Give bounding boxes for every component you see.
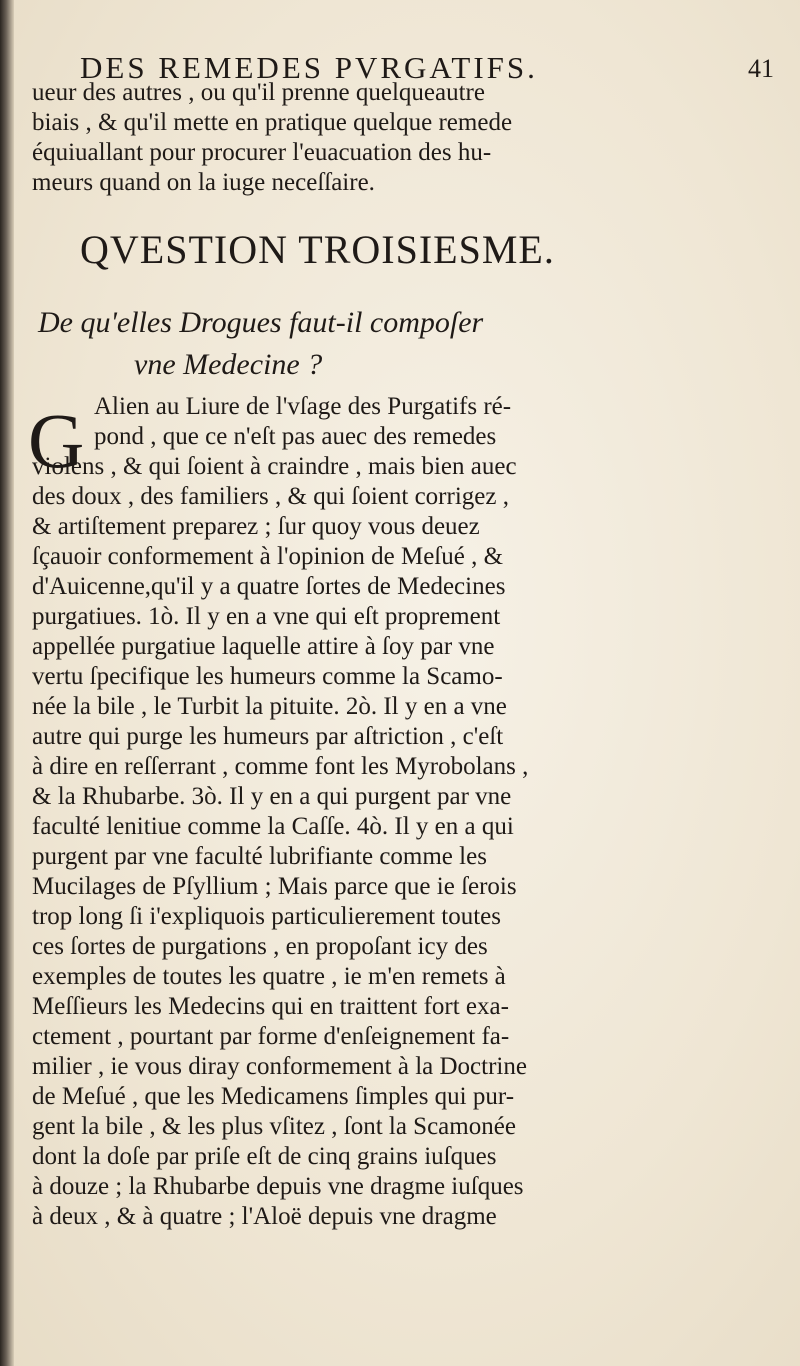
text-line: & la Rhubarbe. 3ò. Il y en a qui purgent par vne [32,783,512,810]
text-line: dont la doſe par priſe eſt de cinq grains iuſques [32,1143,497,1170]
text-line: ctement , pourtant par forme d'enſeignement fa- [32,1023,510,1050]
drop-cap: G [28,397,85,484]
text-line: & artiſtement preparez ; ſur quoy vous deuez [32,513,480,540]
text-line: violens , & qui ſoient à craindre , mais bien auec [32,453,517,480]
text-line: à dire en reſſerrant , comme font les Myrobolans , [32,753,529,780]
text-line: appellée purgatiue laquelle attire à ſoy par vne [32,633,495,660]
text-line: de Meſué , que les Medicamens ſimples qui pur- [32,1083,515,1110]
text-line: ueur des autres , ou qu'il prenne quelqueautre [32,79,485,106]
main-paragraph [32,392,632,1232]
running-head: DES REMEDES PVRGATIFS. [80,50,538,85]
text-line: ſçauoir conformement à l'opinion de Meſué , & [32,543,504,570]
text-line: biais , & qu'il mette en pratique quelque remede [32,109,513,136]
question-line: vne Medecine ? [134,348,323,381]
text-line: ces ſortes de purgations , en propoſant icy des [32,933,488,960]
text-line: à douze ; la Rhubarbe depuis vne dragme iuſques [32,1173,524,1200]
text-line: à deux , & à quatre ; l'Aloë depuis vne dragme [32,1203,497,1230]
text-line: meurs quand on la iuge neceſſaire. [32,169,375,196]
text-line: équiuallant pour procurer l'euacuation des hu- [32,139,492,166]
text-line: Meſſieurs les Medecins qui en traittent fort exa- [32,993,509,1020]
page-binding-edge [0,0,14,1366]
section-question [38,302,618,386]
text-line: Alien au Liure de l'vſage des Purgatifs ré- [94,393,512,420]
text-line: purgent par vne faculté lubrifiante comme les [32,843,487,870]
text-line: des doux , des familiers , & qui ſoient corrigez , [32,483,509,510]
section-heading: QVESTION TROISIESME. [80,227,555,272]
text-line: Mucilages de Pſyllium ; Mais parce que ie ſerois [32,873,517,900]
text-line: gent la bile , & les plus vſitez , ſont la Scamonée [32,1113,516,1140]
text-line: faculté lenitiue comme la Caſſe. 4ò. Il y en a qui [32,813,514,840]
continued-paragraph [32,78,632,198]
text-line: vertu ſpecifique les humeurs comme la Scamo- [32,663,503,690]
text-line: pond , que ce n'eſt pas auec des remedes [94,423,497,450]
page-number: 41 [748,54,774,83]
question-line: De qu'elles Drogues faut-il compoſer [38,306,484,339]
text-line: purgatiues. 1ò. Il y en a vne qui eſt proprement [32,603,501,630]
text-line: autre qui purge les humeurs par aſtriction , c'eſt [32,723,504,750]
text-line: milier , ie vous diray conformement à la Doctrine [32,1053,527,1080]
text-line: trop long ſi i'expliquois particulierement toutes [32,903,501,930]
text-line: née la bile , le Turbit la pituite. 2ò. Il y en a vne [32,693,507,720]
text-line: exemples de toutes les quatre , ie m'en remets à [32,963,506,990]
text-line: d'Auicenne,qu'il y a quatre ſortes de Medecines [32,573,506,600]
